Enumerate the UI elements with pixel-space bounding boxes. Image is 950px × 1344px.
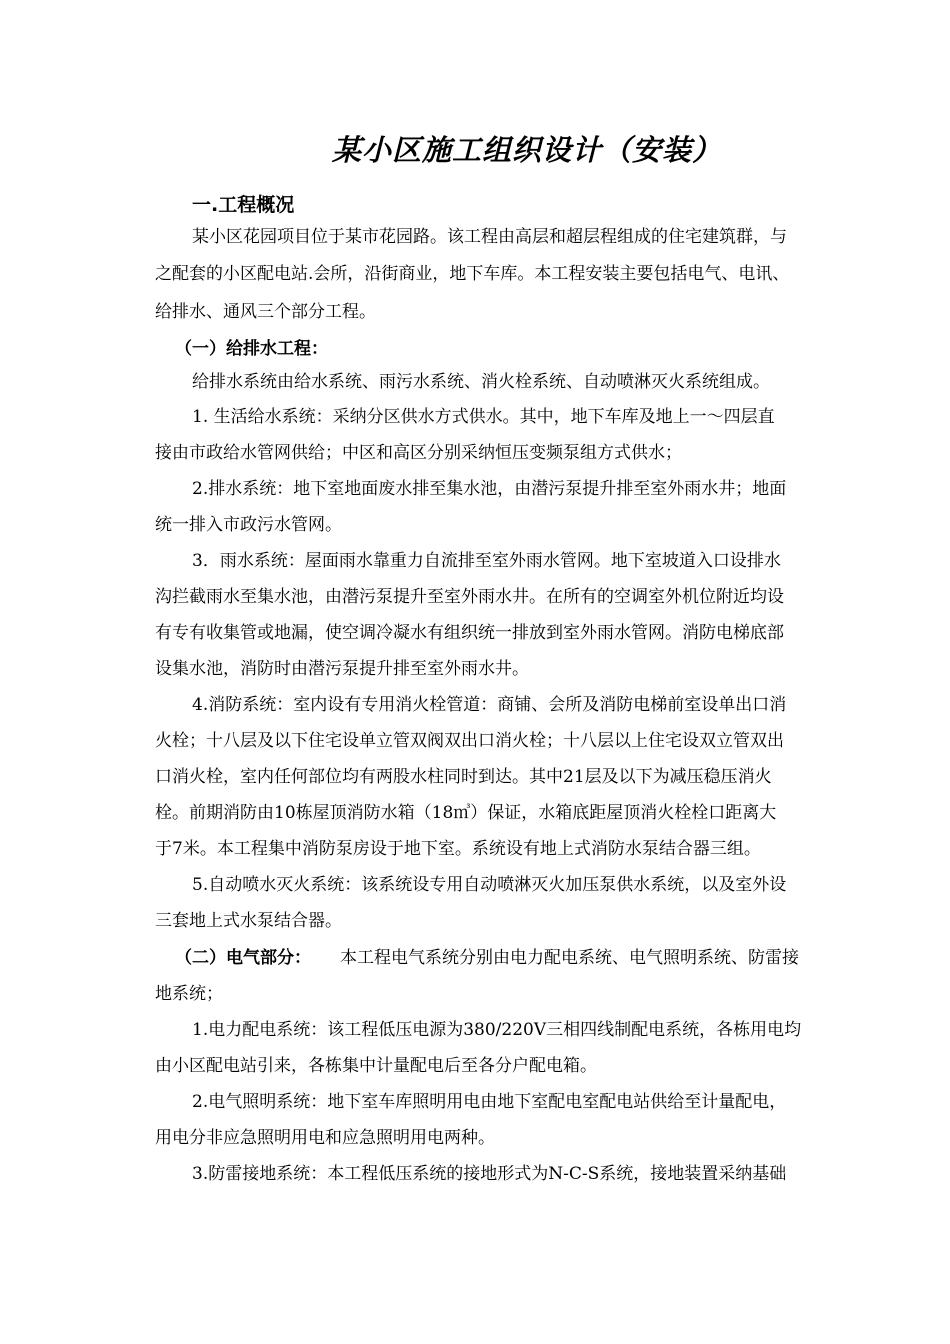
document-title: 某小区施工组织设计（安装） xyxy=(331,133,722,167)
paragraph-line: 设集水池，消防时由潜污泵提升排至室外雨水井。 xyxy=(155,659,529,679)
paragraph-line: 统一排入市政污水管网。 xyxy=(155,515,342,535)
paragraph-line: 由小区配电站引来，各栋集中计量配电后至各分户配电箱。 xyxy=(155,1056,597,1076)
paragraph-line: 有专有收集管或地漏，使空调冷凝水有组织统一排放到室外雨水管网。消防电梯底部 xyxy=(155,623,784,643)
paragraph-line: 栓。前期消防由10栋屋顶消防水箱（18㎥）保证，水箱底距屋顶消火栓栓口距离大 xyxy=(155,803,777,823)
subsection-heading-plumbing: （一）给排水工程： xyxy=(175,339,328,359)
paragraph-line: 1. 生活给水系统：采纳分区供水方式供水。其中，地下车库及地上一～四层直 xyxy=(192,407,775,427)
paragraph-line: 5.自动喷水灭火系统：该系统设专用自动喷淋灭火加压泵供水系统，以及室外设 xyxy=(192,875,787,895)
subsection-heading-electrical: （二）电气部分： xyxy=(175,948,311,968)
paragraph-line: 某小区花园项目位于某市花园路。该工程由高层和超层程组成的住宅建筑群，与 xyxy=(192,227,787,247)
paragraph-line: 地系统； xyxy=(155,984,223,1004)
paragraph-line: 3．雨水系统：屋面雨水靠重力自流排至室外雨水管网。地下室坡道入口设排水 xyxy=(192,551,781,571)
paragraph-line: 给排水系统由给水系统、雨污水系统、消火栓系统、自动喷淋灭火系统组成。 xyxy=(192,372,770,392)
paragraph-line: 接由市政给水管网供给；中区和高区分别采纳恒压变频泵组方式供水； xyxy=(155,443,682,463)
paragraph-line: 4.消防系统：室内设有专用消火栓管道：商铺、会所及消防电梯前室设单出口消 xyxy=(192,695,787,715)
paragraph-line: 3.防雷接地系统：本工程低压系统的接地形式为N-C-S系统，接地装置采纳基础 xyxy=(192,1164,787,1184)
paragraph-line: 给排水、通风三个部分工程。 xyxy=(155,302,376,322)
paragraph-line: 2.排水系统：地下室地面废水排至集水池，由潜污泵提升排至室外雨水井；地面 xyxy=(192,479,787,499)
paragraph-line: 本工程电气系统分别由电力配电系统、电气照明系统、防雷接 xyxy=(340,948,799,968)
paragraph-line: 口消火栓，室内任何部位均有两股水柱同时到达。其中21层及以下为减压稳压消火 xyxy=(155,767,772,787)
paragraph-line: 于7米。本工程集中消防泵房设于地下室。系统设有地上式消防水泵结合器三组。 xyxy=(155,839,761,859)
paragraph-line: 火栓；十八层及以下住宅设单立管双阀双出口消火栓；十八层以上住宅设双立管双出 xyxy=(155,731,784,751)
paragraph-line: 沟拦截雨水至集水池，由潜污泵提升至室外雨水井。在所有的空调室外机位附近均设 xyxy=(155,587,784,607)
paragraph-line: 1.电力配电系统：该工程低压电源为380/220V三相四线制配电系统，各栋用电均 xyxy=(192,1020,802,1040)
paragraph-line: 三套地上式水泵结合器。 xyxy=(155,911,342,931)
section-heading-overview: 一.工程概况 xyxy=(192,194,295,216)
paragraph-line: 用电分非应急照明用电和应急照明用电两种。 xyxy=(155,1128,495,1148)
paragraph-line: 之配套的小区配电站.会所，沿街商业，地下车库。本工程安装主要包括电气、电讯、 xyxy=(155,264,790,284)
paragraph-line: 2.电气照明系统：地下室车库照明用电由地下室配电室配电站供给至计量配电， xyxy=(192,1092,787,1112)
